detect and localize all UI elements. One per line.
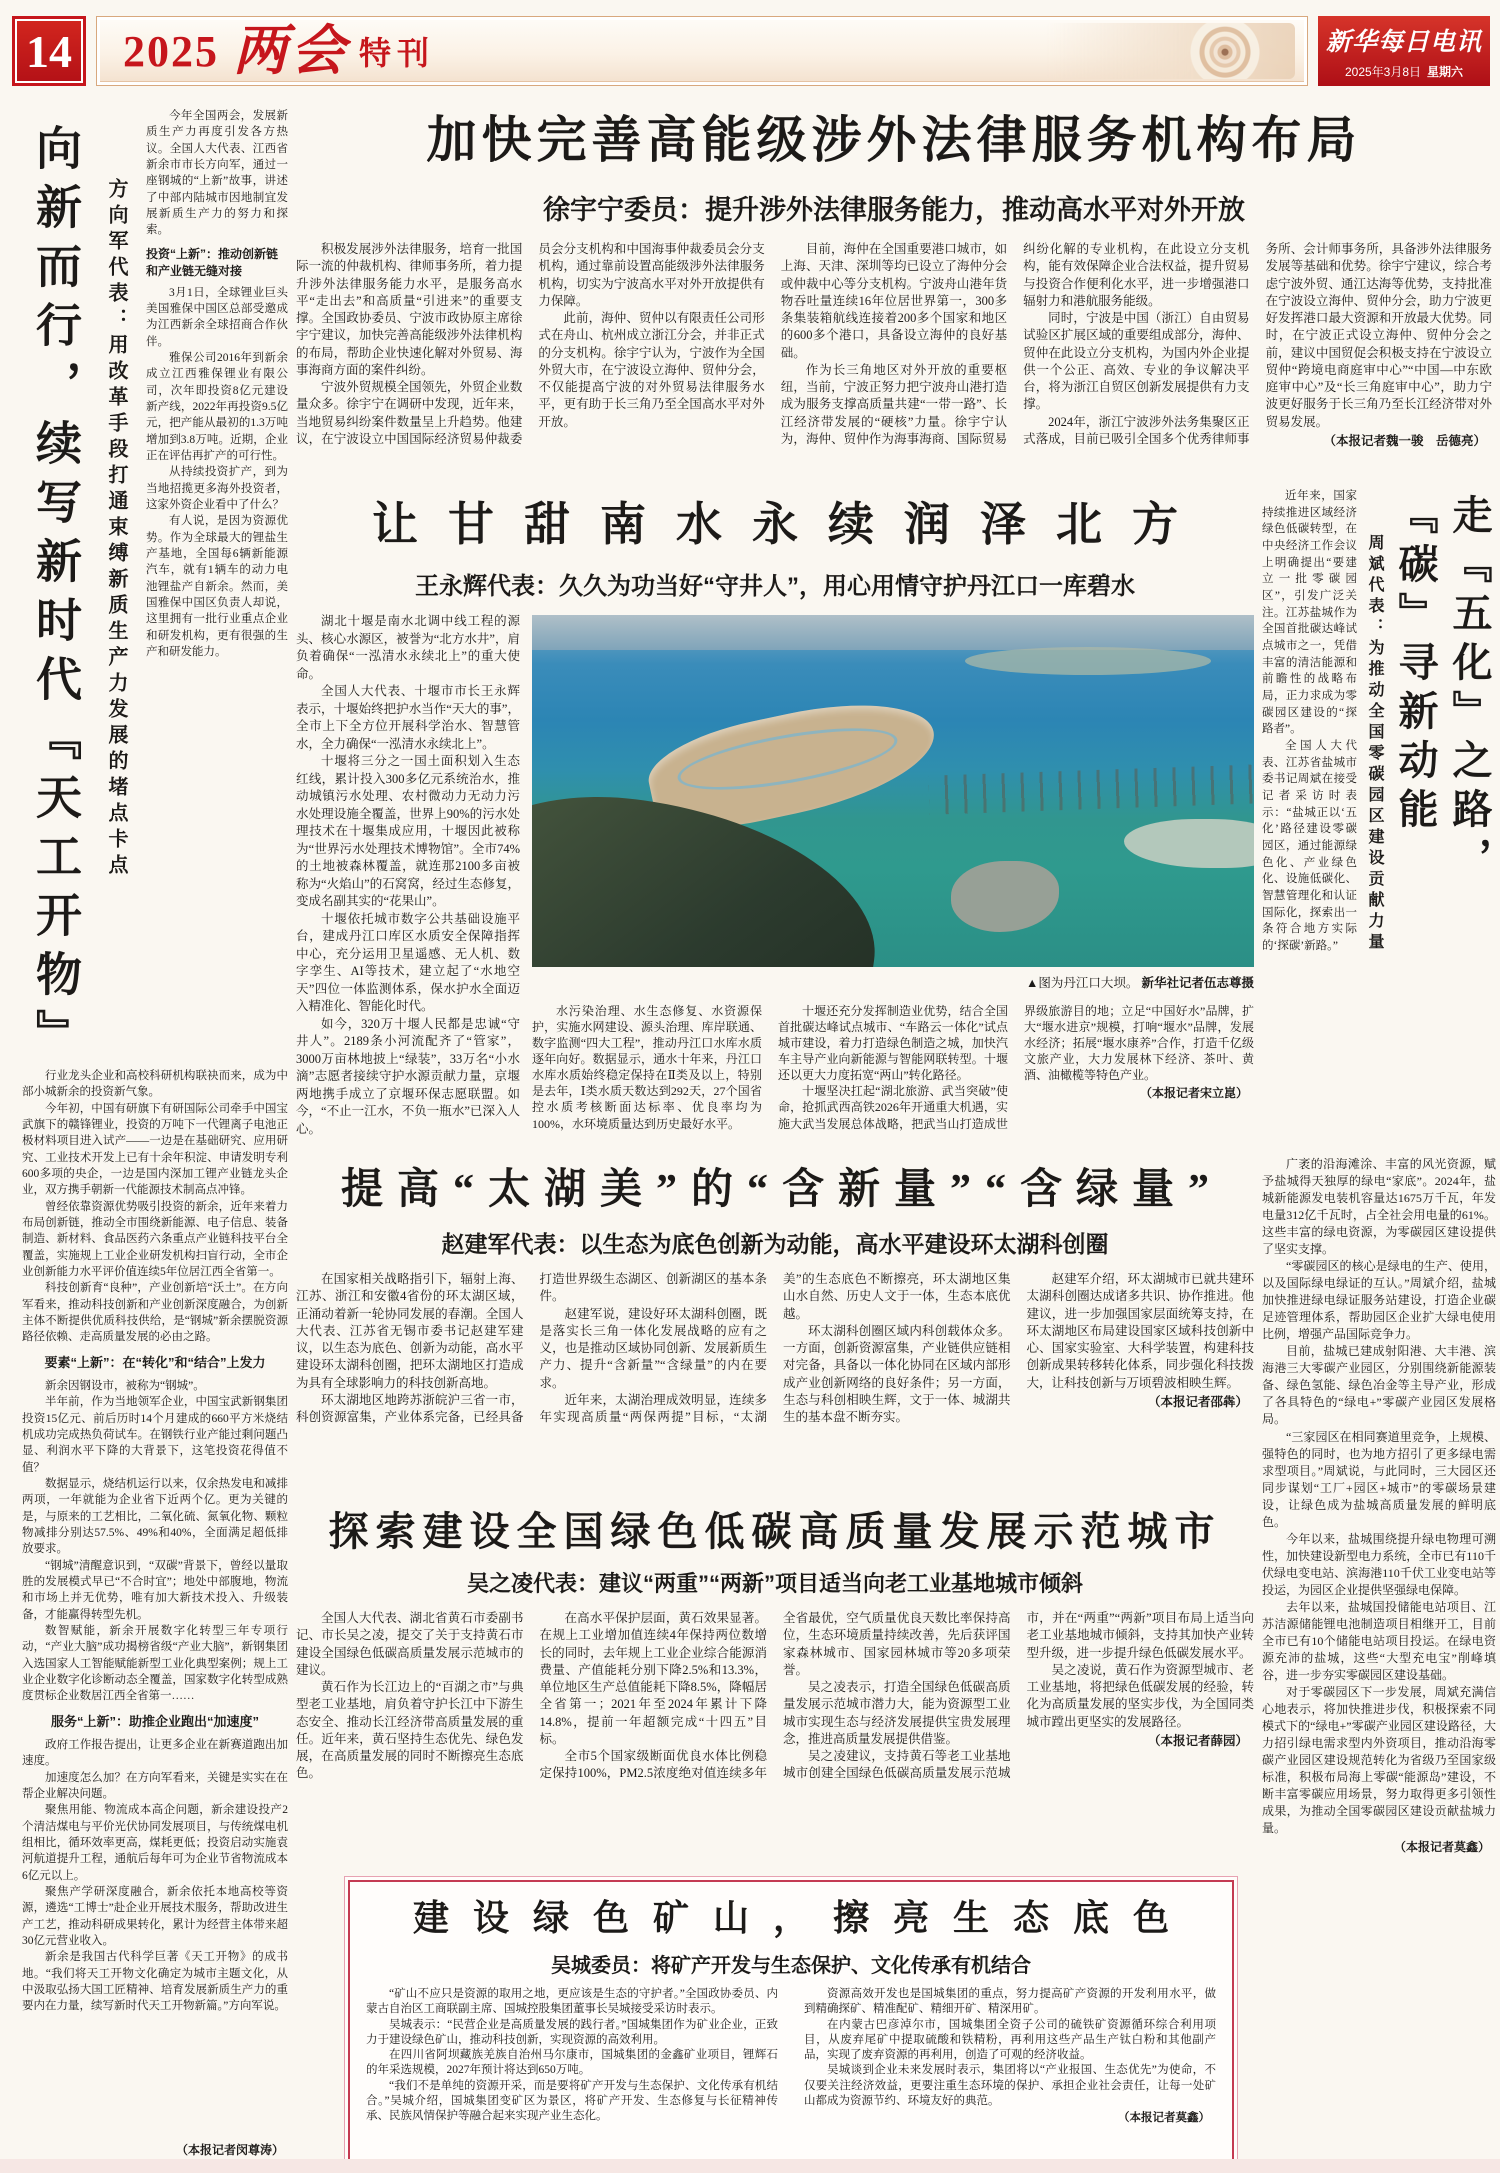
green-article-byline: 吴之凌代表：建议“两重”“两新”项目适当向老工业基地城市倾斜 [466, 1571, 1083, 1596]
green-article-headline: 探索建设全国绿色低碳高质量发展示范城市 [328, 1509, 1222, 1554]
water-article-headline: 让甘甜南水永续润泽北方 [372, 499, 1208, 550]
paragraph: 今年初，中国有研旗下有研国际公司牵手中国宝武旗下的赣锋锂业，投资的万吨下一代锂离子电池正极材料项目进入试产——一边是在基础研究、应用研究、工业技术开发上已有十余年积淀、申请发明专利600多项的央企，一边是国内深加工锂产业链龙头企业，双方携手朝新一代能源技术制高点冲锋。 [22, 1102, 288, 1197]
paragraph: 环太湖地区地跨苏浙皖沪三省一市，科创资源富集，产业体系完备，已经具备打造世界级生态湖区、创新湖区的基本条件。 [296, 1272, 767, 1424]
article-credit: （本报记者莫鑫） [1118, 2112, 1210, 2125]
paragraph: 湖北十堰是南水北调中线工程的源头、核心水源区，被誉为“北方水井”，肩负着确保“一泓清水永续北上”的重大使命。 [296, 614, 520, 681]
carbon-article-top [1262, 488, 1496, 1146]
law-services-article [296, 100, 1492, 455]
paragraph: 吴城表示：“民营企业是高质量发展的践行者。”国城集团作为矿业企业，正致力于建设绿色矿山，推动科技创新，实现资源的高效利用。 [366, 2018, 778, 2046]
taihu-article-byline: 赵建军代表：以生态为底色创新为动能，高水平建设环太湖科创圈 [441, 1231, 1109, 1257]
paragraph: 聚焦产学研深度融合，新余依托本地高校等资源，遴选“工博士”赴企业开展技术服务，帮助改进生产工艺，推动科研成果转化，累计为经营主体带来超30亿元营业收入。 [22, 1886, 288, 1947]
law-article-body [296, 241, 1492, 455]
masthead-date [1345, 63, 1463, 80]
paragraph: “零碳园区的核心是绿电的生产、使用，以及国际绿电绿证的互认。”周斌介绍，盐城加快推进绿电绿证服务站建设，打造企业碳足迹管理体系，帮助园区企业扩大绿电使用比例，增强产品国际竞争力。 [1262, 1259, 1496, 1342]
paragraph: “我们不是单纯的资源开采，而是要将矿产开发与生态保护、文化传承有机结合。”吴城介绍，国城集团变矿区为景区，将矿产开发、生态修复与长征精神传承、民族风情保护等融合起来实现产业生态化。 [366, 2079, 778, 2123]
box-inner-frame [348, 1880, 1234, 2164]
paragraph: 十堰将三分之一国土面积划入生态红线，累计投入300多亿元系统治水，推动城镇污水处理、农村微动力无动力污水处理设施全覆盖，世界上90%的污水处理技术在十堰集成应用，十堰因此被称为“世界污水处理技术博物馆”。全市74%的土地被森林覆盖，就连那2100多亩被称为“火焰山”的石窝窝，经过生态修复，变成名副其实的“花果山”。 [296, 754, 520, 908]
paragraph: 积极发展涉外法律服务，培育一批国际一流的仲裁机构、律师事务所，着力提升涉外法律服务能力水平，是服务高水平“走出去”和高质量“引进来”的重要支撑。全国政协委员、宁波市政协原主席徐宇宁建议，加快完善高能级涉外法律机构的布局，帮助企业快速化解对外贸易、海事海商方面的案件纠纷。 [296, 242, 523, 377]
paragraph: 雅保公司2016年到新余成立江西雅保锂业有限公司，次年即投资8亿元建设新产线，2022年再投资9.5亿元，把产能从最初的1.3万吨增加到3.8万吨。近期，企业正在评估再扩产的可行性。 [146, 352, 288, 462]
paragraph: “矿山不应只是资源的取用之地，更应该是生态的守护者。”全国政协委员、内蒙古自治区工商联副主席、国城控股集团董事长吴城接受采访时表示。 [366, 1988, 778, 2016]
paragraph: 科技创新育“良种”，产业创新培“沃土”。在方向军看来，推动科技创新和产业创新深度融合，为创新主体不断提供优质科技供给，是“钢城”新余摆脱资源路径依赖、走高质量发展的必由之路。 [22, 1282, 288, 1344]
carbon-article-byline: 周斌代表：为推动全国零碳园区建设贡献力量 [1366, 534, 1383, 954]
paragraph: 对于零碳园区下一步发展，周斌充满信心地表示，将加快推进步伐，积极探索不同模式下的“绿电+”零碳产业园区建设路径，大力招引绿电需求型内外资项目，推动沿海零碳产业园区建设规范转化为省级乃至国家级标准，积极布局海上零碳“能源岛”建设，不断丰富零碳应用场景，努力取得更多引领性成果，为推动全国零碳园区建设贡献盐城力量。 [1262, 1684, 1496, 1836]
paragraph: 全市5个国家级断面优良水体比例稳定保持100%，PM2.5浓度绝对值连续多年全省最优，空气质量优良天数比率保持高位，生态环境质量持续改善，先后获评国家森林城市、国家园林城市等20多项荣誉。 [539, 1611, 1011, 1781]
photo-dam-structure [929, 764, 1254, 814]
water-article-lower-columns [532, 1003, 1254, 1161]
paragraph: 吴城谈到企业未来发展时表示，集团将以“产业报国、生态优先”为使命，不仅要关注经济效益，更要注重生态环境的保护、承担企业社会责任，让每一处矿山都成为资源节约、环境友好的典范。 [804, 2064, 1216, 2107]
paragraph: 目前，海仲在全国重要港口城市，如上海、天津、深圳等均已设立了海仲分会或仲裁中心等分支机构。宁波舟山港年货物吞吐量连续16年位居世界第一，300多条集装箱航线连接着200多个国家和地区的600多个港口，具备设立海仲的良好基础。 [780, 242, 1008, 360]
ripple-art-graphic [1045, 23, 1295, 79]
carbon-article-intro-column [1262, 488, 1357, 1146]
weekday-text: 星期六 [1427, 65, 1464, 79]
photo-right-shore [1124, 819, 1254, 868]
paragraph: 政府工作报告提出，让更多企业在新赛道跑出加速度。 [22, 1739, 288, 1768]
masthead-logo: 新华每日电讯 [1325, 29, 1482, 56]
caption-text: ▲图为丹江口大坝。 [1025, 976, 1139, 990]
paragraph: 新余是我国古代科学巨著《天工开物》的成书地。“我们将天工开物文化确定为城市主题文化，从中汲取弘扬大国工匠精神、培育发展新质生产力的重要内在力量，续写新时代天工开物新篇。”方向军说。 [22, 1951, 288, 2013]
left-article-top-column [146, 108, 288, 1060]
paragraph: 宁波外贸规模全国领先，外贸企业数量众多。徐宇宁在调研中发现，近年来，当地贸易纠纷案件数量呈上升趋势。他建议，在宁波设立中国国际经济贸易仲裁委员会分支机构和中国海事仲裁委员会分支机构，通过靠前设置高能级涉外法律服务机构，切实为宁波高水平对外开放提供有力保障。 [296, 242, 765, 446]
paragraph: 在国家相关战略指引下，辐射上海、江苏、浙江和安徽4省份的环太湖区域，正涌动着新一轮协同发展的春潮。全国人大代表、江苏省无锡市委书记赵建军建议，以生态为底色、创新为动能，高水平建设环太湖科创圈，把环太湖地区打造成为具有全球影响力的科技创新高地。 [296, 1272, 524, 1390]
paragraph: 从持续投资扩产，到为当地招揽更多海外投资者，这家外资企业看中了什么？ [146, 466, 288, 511]
law-article-subtitle: 徐宇宁委员：提升涉外法律服务能力，推动高水平对外开放 [543, 195, 1245, 225]
water-article-content [296, 613, 1254, 1161]
page-header [12, 16, 1490, 86]
paragraph: 广袤的沿海滩涂、丰富的风光资源，赋予盐城得天独厚的绿电“家底”。2024年，盐城新能源发电装机容量达1675万千瓦，年发电量312亿千瓦时，占全社会用电量的61%。这些丰富的绿电资源，为零碳园区建设提供了坚实支撑。 [1262, 1157, 1496, 1257]
banner-year: 2025 [123, 26, 219, 76]
photo-rock-island [951, 861, 1059, 931]
headline-line-2: 『碳』寻新动能 [1393, 494, 1438, 837]
page-number: 14 [12, 16, 86, 86]
south-water-article [296, 488, 1254, 1161]
paragraph: 全国人大代表、江苏省盐城市委书记周斌在接受记者采访时表示：“盐城正以‘五化’路径建设零碳园区，通过能源绿色化、产业绿色化、设施低碳化、智慧管理化和认证国际化，探索出一条符合地方实际的‘探碳’新路。” [1262, 740, 1357, 953]
paragraph: 赵建军介绍，环太湖城市已就共建环太湖科创圈达成诸多共识、协作推进。他建议，进一步加强国家层面统筹支持，在环太湖地区布局建设国家区域科技创新中心、国家实验室、大科学装置，构建科技创新成果转移转化体系，同步强化科技拨大，让科技创新与万顷碧波相映生辉。 [1026, 1272, 1254, 1390]
left-vertical-article [22, 104, 288, 2162]
paragraph: 黄石作为长江边上的“百湖之市”与典型老工业基地，肩负着守护长江中下游生态安全、推动长江经济带高质量发展的重任。近年来，黄石坚持生态优先、绿色发展，在高质量发展的同时不断擦亮生态底色。 [296, 1680, 524, 1781]
banner-title: 两会 [233, 21, 349, 81]
paragraph: 十堰依托城市数字公共基础设施平台，建成丹江口库区水质安全保障指挥中心，充分运用卫星遥感、无人机、数字孪生、AI等技术，建立起了“水地空天”四位一体监测体系，保水护水全面迈入精准化、智能化时代。 [296, 911, 520, 1013]
paragraph: 3月1日，全球锂业巨头美国雅保中国区总部受邀成为江西新余全球招商合作伙伴。 [146, 286, 288, 348]
photo-far-island [965, 647, 1210, 675]
paragraph: 2024年，浙江宁波涉外法务集聚区正式落成，目前已吸引全国多个优秀律师事务所、会计师事务所，具备涉外法律服务发展等基础和优势。徐宇宁建议，综合考虑宁波外贸、通江达海等优势，支持批准在宁波设立海仲、贸仲分会，助力宁波更好发挥港口最大资源和开放最大优势。同时，在宁波正式设立海仲、贸仲分会之前，建议中国贸促会积极支持在宁波设立贸仲“跨境电商庭审中心”“中国—中东欧庭审中心”及“长三角庭审中心”，助力宁波更好服务于长三角乃至长江经济带对外贸易发展。 [1023, 242, 1492, 446]
mine-article-headline: 建设绿色矿山，擦亮生态底色 [412, 1898, 1193, 1938]
article-credit: （本报记者宋立崑） [1139, 1086, 1248, 1101]
paragraph: 环太湖科创圈区域内科创载体众多。一方面，创新资源富集，产业链供应链相对完备，具备以一体化协同在区域内部形成产业创新网络的良好条件；另一方面，生态与科创相映生辉，文于一体、城湖共生的基本盘不断夯实。 [783, 1323, 1011, 1424]
paragraph: 资源高效开发也是国城集团的重点，努力提高矿产资源的开发利用水平，做到精确探矿、精准配矿、精细开矿、精深用矿。 [804, 1988, 1216, 2016]
taihu-article-body [296, 1271, 1254, 1487]
left-article-headline: 向新而行，续写新时代『天工开物』 [30, 124, 81, 1068]
mine-article-body [366, 1987, 1216, 2155]
paragraph: 同时，宁波是中国（浙江）自由贸易试验区扩展区域的重要组成部分，海仲、贸仲在此设立分支机构，为国内外企业提供一个公正、高效、专业的争议解决平台，将为浙江自贸区创新发展提供有力支撑。 [1023, 311, 1250, 412]
left-article-subhead: 方向军代表：用改革手段打通束缚新质生产力发展的堵点卡点 [105, 178, 127, 880]
article-credit: （本报记者邵犇） [1147, 1394, 1248, 1409]
paragraph: 如今，320万十堰人民都是忠诚“守井人”。2189条小河流配齐了“管家”，3000万亩林地披上“绿装”，33万名“小水滴”志愿者接续守护水源贡献力量，京堰两地携手成立了京堰环保志愿联盟。如今，“不止一江水，不负一瓶水”已深入人心。 [296, 1016, 520, 1136]
paragraph: 十堰还充分发挥制造业优势，结合全国首批碳达峰试点城市、“车路云一体化”试点城市建设，着力打造绿色制造之城，加快汽车主导产业向新能源与智能网联转型。十堰还以更大力度拓宽“两山”转化路径。 [778, 1004, 1008, 1083]
banner-suffix: 特刊 [359, 35, 436, 71]
paragraph: 今年全国两会，发展新质生产力再度引发各方热议。全国人大代表、江西省新余市市长方向军，通过一座钢城的“上新”故事，讲述了中部内陆城市因地制宜发展新质生产力的努力和探索。 [146, 110, 288, 237]
paragraph: 在内蒙古巴彦淖尔市，国城集团全资子公司的硫铁矿资源循环综合利用项目，从废弃尾矿中提取硫酸和铁精粉，再利用这些产品生产钛白粉和其他副产品，实现了废弃资源的再利用，创造了可观的经济收益。 [804, 2018, 1216, 2062]
law-article-headline: 加快完善高能级涉外法律服务机构布局 [426, 112, 1362, 168]
article-credit: （本报记者魏一骏 岳德亮） [1323, 433, 1486, 448]
green-mine-boxed-article [344, 1876, 1238, 2168]
left-article-main-body [22, 1068, 288, 2134]
date-text: 2025年3月8日 [1344, 65, 1422, 79]
article-credit: （本报记者闵尊涛） [175, 2143, 284, 2157]
carbon-article-headline [1388, 494, 1496, 1144]
paragraph: 聚焦用能、物流成本高企问题，新余建设投产2个清洁煤电与平价光伏协同发展项目，与传统煤电机组相比，循环效率更高，煤耗更低；投资启动实施袁河航道提升工程，通航后每年可为企业节省物流成本6亿元以上。 [22, 1804, 288, 1882]
photo-far-shore [532, 615, 1254, 650]
paragraph: 全国人大代表、湖北省黄石市委副书记、市长吴之凌，提交了关于支持黄石市建设全国绿色低碳高质量发展示范城市的建议。 [296, 1611, 524, 1677]
headline-line-1: 走『五化』之路， [1447, 494, 1492, 886]
carbon-article-body [1262, 1156, 1496, 2146]
paragraph: 吴之凌说，黄石作为资源型城市、老工业基地，将把绿色低碳发展的经验，转化为高质量发展的坚实步伐，为全国同类城市蹚出更坚实的发展路径。 [1026, 1662, 1254, 1729]
photo-credit: 新华社记者伍志尊摄 [1141, 976, 1254, 990]
paragraph: “钢城”清醒意识到，“双碳”背景下，曾经以量取胜的发展模式早已“不合时宜”；地处中部腹地，物流和市场上并无优势，唯有加大新技术投入、升级装备，才能赢得转型先机。 [22, 1559, 288, 1621]
paragraph: 曾经依靠资源优势吸引投资的新余，近年来着力布局创新链，推动全市围绕新能源、电子信息、装备制造、新材料、食品医药六条重点产业链科技平台全覆盖，实施规上工业企业研发机构扫盲行动，全市企业创新能力水平评价值连续5年位居江西全省第一。 [22, 1200, 288, 1278]
paragraph: 吴之凌表示，打造全国绿色低碳高质量发展示范城市潜力大，能为资源型工业城市实现生态与经济发展提供宝贵发展理念，推进高质量发展提供借鉴。 [783, 1680, 1011, 1746]
edition-banner [96, 16, 1308, 86]
zero-carbon-article [1262, 488, 1496, 2160]
mine-article-byline: 吴城委员：将矿产开发与生态保护、文化传承有机结合 [551, 1955, 1031, 1977]
water-article-byline: 王永辉代表：久久为功当好“守井人”，用心用情守护丹江口一库碧水 [415, 573, 1135, 600]
paragraph: 今年以来，盐城围绕提升绿电物理可溯性，加快建设新型电力系统，全市已有110千伏绿电变电站、滨海港110千伏工业变电站等投运，为园区企业提供坚强绿电保障。 [1262, 1531, 1496, 1597]
paragraph: 半年前，作为当地领军企业，中国宝武新钢集团投资15亿元、前后历时14个月建成的660平方米烧结机成功完成热负荷试车。在钢铁行业产能过剩问题凸显、利润水平下降的大背景下，这笔投资花得值不值？ [22, 1396, 288, 1474]
paragraph: 在四川省阿坝藏族羌族自治州马尔康市，国城集团的金鑫矿业项目，锂辉石的年采选规模，2027年预计将达到650万吨。 [366, 2049, 778, 2077]
paragraph: 有人说，是因为资源优势。作为全球最大的锂盐生产基地，全国每6辆新能源汽车，就有1辆车的动力电池锂盐产自新余。然而，美国雅保中国区负责人却说，这里拥有一批行业重点企业和研发机构，更有很强的生产和研发能力。 [146, 515, 288, 658]
article-credit: （本报记者莫鑫） [1393, 1840, 1490, 1855]
paragraph: 在高水平保护层面，黄石效果显著。在规上工业增加值连续4年保持两位数增长的同时，去年规上工业企业综合能源消费量、产值能耗分别下降2.5%和13.3%，单位地区生产总值能耗下降8.5%，降幅居全省第一；2021年至2024年累计下降14.8%，提前一年超额完成“十四五”目标。 [539, 1611, 767, 1746]
section-title-invest: 投资“上新”：推动创新链和产业链无缝对接 [146, 246, 279, 278]
green-article-body [296, 1610, 1254, 1848]
taihu-article-headline: 提高“太湖美”的“含新量”“含绿量” [340, 1167, 1223, 1213]
paragraph: 近年来，太湖治理成效明显，连续多年实现高质量“两保两提”目标，“太湖美”的生态底色不断擦亮，环太湖地区集山水自然、历史人文于一体，生态本底优越。 [539, 1272, 1011, 1424]
paragraph: 全国人大代表、十堰市市长王永辉表示，十堰始终把护水当作“天大的事”，全市上下全方位开展科学治水、智慧管水，全力确保“一泓清水永续北上”。 [296, 684, 520, 751]
section-title-service: 服务“上新”：助推企业跑出“加速度” [50, 1713, 259, 1729]
paragraph: “三家园区在相同赛道里竞争，上规模、强特色的同时，也为地方招引了更多绿电需求型项目。”周斌说，与此同时，三大园区还同步谋划“工厂+园区+城市”的零碳场景建设，让绿色成为盐城高质量发展的鲜明底色。 [1262, 1429, 1496, 1529]
paragraph: 去年以来，盐城国投储能电站项目、江苏洁源储能锂电池制造项目相继开工，目前全市已有10个储能电站项目投运。在绿电资源充沛的盐城，这些“大型充电宝”削峰填谷，进一步夯实零碳园区建设基础。 [1262, 1599, 1496, 1682]
paragraph: 数智赋能，新余开展数字化转型三年专项行动，“产业大脑”成功揭榜省级“产业大脑”，新钢集团入选国家人工智能赋能新型工业化典型案例；规上工业企业数字化诊断动态全覆盖，国家数字化转型成熟度贯标企业数居江西全省第一…… [22, 1624, 288, 1703]
paragraph: 新余因钢设市，被称为“钢城”。 [45, 1380, 205, 1393]
paragraph: 水污染治理、水生态修复、水资源保护，实施水网建设、源头治理、库岸联通、数字监测“四大工程”，推动丹江口水库水质逐年向好。数据显示，通水十年来，丹江口水库水质始终稳定保持在Ⅱ类及以上，特别是去年，Ⅰ类水质天数达到292天，27个国省控水质考核断面达标率、优良率均为100%，水环境质量达到历史最好水平。 [532, 1004, 762, 1131]
green-city-article [296, 1500, 1254, 1848]
paragraph: 十堰坚决扛起“湖北旅游、武当突破”使命，抢抓武西高铁2026年开通重大机遇，实施大武当发展总体战略，把武当山打造成世界级旅游目的地；立足“中国好水”品牌，扩大“堰水进京”规模，打响“堰水”品牌，发展水经济；拓展“堰水康养”合作，打造千亿级文旅产业，大力发展林下经济、茶叶、黄酒、油橄榄等特色产业。 [778, 1004, 1254, 1131]
paragraph: 数据显示，烧结机运行以来，仅余热发电和减排两项，一年就能为企业省下近两个亿。更为关键的是，与原来的工艺相比，二氧化硫、氮氧化物、颗粒物减排分别达57.5%、49%和40%，全面满足超低排放要求。 [22, 1478, 288, 1556]
section-title-elements: 要素“上新”：在“转化”和“结合”上发力 [44, 1354, 266, 1370]
danjiangkou-dam-photo [532, 615, 1254, 967]
water-article-left-column [296, 613, 520, 1161]
paragraph: 此前，海仲、贸仲以有限责任公司形式在舟山、杭州成立浙江分会，并非正式的分支机构。徐宇宁认为，宁波作为全国外贸大市，在宁波设立海仲、贸仲分会，不仅能提高宁波的对外贸易法律服务水平，更有助于长三角乃至全国高水平对外开放。 [538, 311, 765, 429]
taihu-article [296, 1156, 1254, 1487]
paragraph: 赵建军说，建设好环太湖科创圈，既是落实长三角一体化发展战略的应有之义，也是推动区域协同创新、发展新质生产力、提升“含新量”“含绿量”的内在要求。 [539, 1306, 767, 1390]
paragraph: 加速度怎么加？在方向军看来，关键是实实在在帮企业解决问题。 [22, 1771, 288, 1801]
paragraph: 目前，盐城已建成射阳港、大丰港、滨海港三大零碳产业园区，分别围绕新能源装备、绿色氢能、绿色冶金等主导产业，形成了各具特色的“绿电+”零碳产业园区发展格局。 [1262, 1344, 1496, 1427]
article-credit: （本报记者薛园） [1147, 1733, 1248, 1748]
paragraph: 近年来，国家持续推进区域经济绿色低碳转型，在中央经济工作会议上明确提出“要建立一批零碳园区”，引发广泛关注。江苏盐城作为全国首批碳达峰试点城市之一，凭借丰富的清洁能源和前瞻性的战略布局，正力求成为零碳园区建设的“探路者”。 [1262, 490, 1357, 736]
masthead-block [1318, 16, 1490, 86]
paragraph: 作为长三角地区对外开放的重要枢纽，当前，宁波正努力把宁波舟山港打造成为服务支撑高质量共建“一带一路”、长江经济带发展的“硬核”力量。徐宇宁认为，海仲、贸仲作为海事海商、国际贸易纠纷化解的专业机构，在此设立分支机构，能有效保障企业合法权益，提升贸易与投资合作便利化水平，进一步增强港口辐射力和港航服务能级。 [780, 242, 1250, 446]
paragraph: 吴之凌建议，支持黄石等老工业基地城市创建全国绿色低碳高质量发展示范城市，并在“两重”“两新”项目布局上适当向老工业基地城市倾斜，支持其加快产业转型升级，进一步提升绿色低碳发展水平。 [783, 1611, 1254, 1781]
paragraph: 行业龙头企业和高校科研机构联袂而来，成为中部小城新余的投资新气象。 [22, 1070, 288, 1099]
photo-caption [532, 973, 1254, 991]
